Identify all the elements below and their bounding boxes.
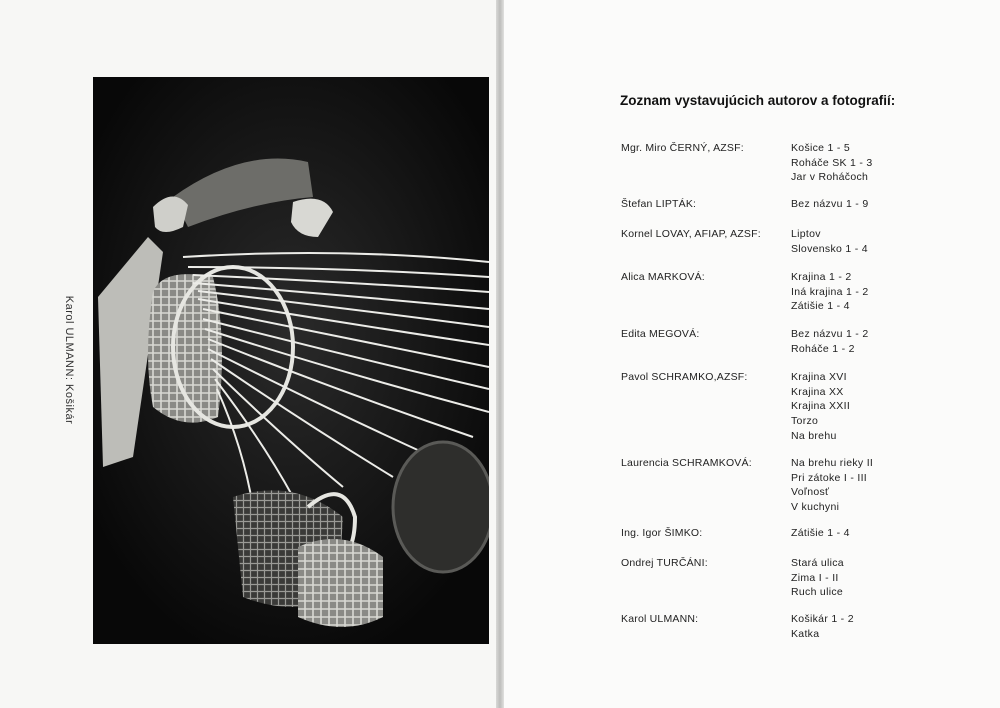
photo-titles (791, 141, 981, 185)
author-name: Alica MARKOVÁ: (621, 271, 705, 283)
photo-titles (791, 556, 981, 600)
author-name: Laurencia SCHRAMKOVÁ: (621, 457, 752, 469)
photo-title: Iná krajina 1 - 2 (791, 285, 869, 298)
author-name: Kornel LOVAY, AFIAP, AZSF: (621, 228, 761, 240)
photo-title: Zátišie 1 - 4 (791, 300, 850, 313)
photo-title: Torzo (791, 415, 819, 428)
photo-caption: Karol ULMANN: Košikár (63, 295, 75, 425)
photo-title: Ruch ulice (791, 586, 844, 599)
photo-titles (791, 327, 981, 356)
photo-title: Košikár 1 - 2 (791, 613, 854, 625)
photo-title: Roháče SK 1 - 3 (791, 156, 873, 169)
photo-title: Krajina XXII (791, 400, 851, 413)
photo-title: Roháče 1 - 2 (791, 342, 855, 355)
photo-titles (791, 370, 981, 443)
photo-titles (791, 197, 981, 212)
photo-title: Stará ulica (791, 557, 844, 569)
photo-titles (791, 526, 981, 541)
author-name: Ondrej TURČÁNI: (621, 557, 708, 569)
photo-title: Krajina XVI (791, 371, 847, 383)
photo-title: Katka (791, 627, 820, 640)
photo-titles (791, 456, 981, 515)
author-name: Ing. Igor ŠIMKO: (621, 527, 703, 539)
author-name: Edita MEGOVÁ: (621, 328, 700, 340)
exhibitor-list-title: Zoznam vystavujúcich autorov a fotografií: (620, 93, 896, 108)
photo-graphic (93, 77, 489, 644)
photo-titles (791, 612, 981, 641)
photo-title: Liptov (791, 228, 821, 240)
basket-weaver-photo (93, 77, 489, 644)
photo-title: Zátišie 1 - 4 (791, 527, 850, 539)
photo-title: Na brehu (791, 429, 837, 442)
author-name: Pavol SCHRAMKO,AZSF: (621, 371, 748, 383)
photo-title: Slovensko 1 - 4 (791, 242, 868, 255)
photo-title: Na brehu rieky II (791, 457, 874, 469)
photo-title: Bez názvu 1 - 2 (791, 328, 869, 340)
author-name: Mgr. Miro ČERNÝ, AZSF: (621, 142, 744, 154)
book-gutter (496, 0, 504, 708)
photo-title: Pri zátoke I - III (791, 471, 868, 484)
photo-title: Košice 1 - 5 (791, 142, 851, 154)
author-name: Štefan LIPTÁK: (621, 198, 697, 210)
photo-title: V kuchyni (791, 501, 840, 514)
photo-titles (791, 270, 981, 314)
photo-title: Voľnosť (791, 486, 830, 499)
photo-title: Krajina XX (791, 385, 844, 398)
photo-title: Krajina 1 - 2 (791, 271, 852, 283)
photo-title: Bez názvu 1 - 9 (791, 198, 869, 210)
photo-title: Zima I - II (791, 571, 839, 584)
photo-title: Jar v Roháčoch (791, 171, 869, 184)
author-name: Karol ULMANN: (621, 613, 699, 625)
photo-titles (791, 227, 981, 256)
